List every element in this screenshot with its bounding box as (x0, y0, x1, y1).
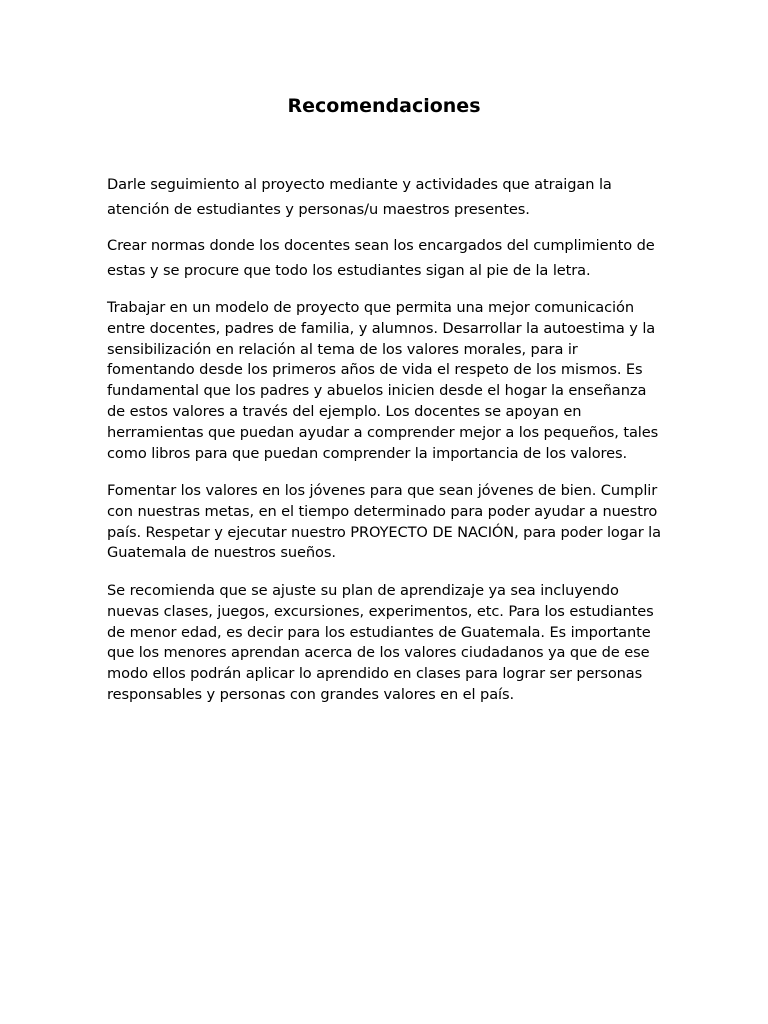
paragraph-follow-up: Darle seguimiento al proyecto mediante y actividades que atraigan la atención de estudiantes y personas/u maestros presentes. (107, 176, 612, 218)
page-title: Recomendaciones (287, 95, 481, 117)
paragraph-youth-values: Fomentar los valores en los jóvenes para que sean jóvenes de bien. Cumplir con nuestras metas, en el tiempo determinado para poder ayudar a nuestro país. Respetar y ejecutar nuestro PROYECTO DE NACIÓN, para poder logar la Guatemala de nuestros sueños. (107, 482, 661, 562)
paragraph-project-model: Trabajar en un modelo de proyecto que permita una mejor comunicación entre docentes, padres de familia, y alumnos. Desarrollar la autoestima y la sensibilización en relación al tema de los valores morales, para ir fomentando desde los primeros años de vida el respeto de los mismos. Es fundamental que los padres y abuelos inicien desde el hogar la enseñanza de estos valores a través del ejemplo. Los docentes se apoyan en herramientas que puedan ayudar a comprender mejor a los pequeños, tales como libros para que puedan comprender la importancia de los valores. (107, 299, 659, 462)
paragraph-norms: Crear normas donde los docentes sean los encargados del cumplimiento de estas y se procure que todo los estudiantes sigan al pie de la letra. (107, 237, 655, 279)
paragraph-learning-plan: Se recomienda que se ajuste su plan de aprendizaje ya sea incluyendo nuevas clases, juegos, excursiones, experimentos, etc. Para los estudiantes de menor edad, es decir para los estudiantes de Guatemala. Es importante que los menores aprendan acerca de los valores ciudadanos ya que de ese modo ellos podrán aplicar lo aprendido en clases para lograr ser personas responsables y personas con grandes valores en el país. (107, 582, 654, 703)
